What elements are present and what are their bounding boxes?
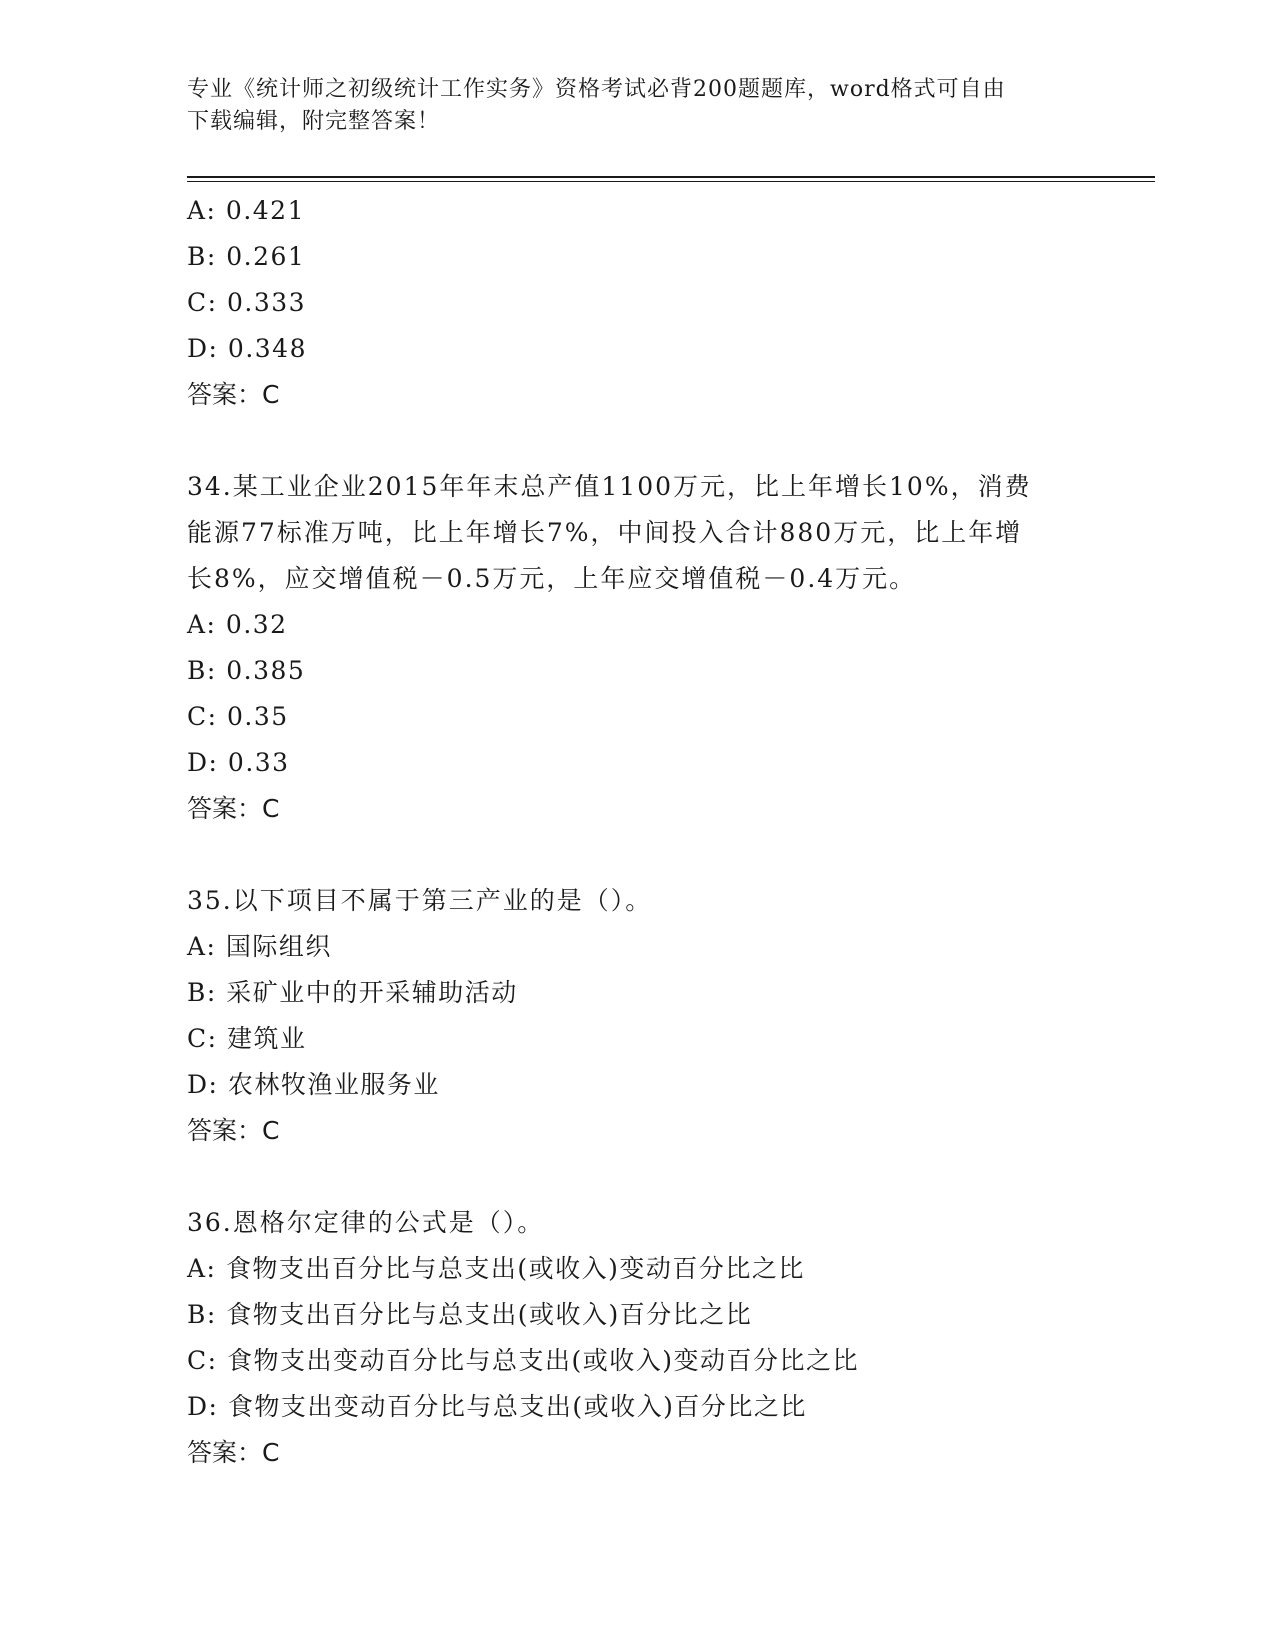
question-stem-line-2: 能源77标准万吨，比上年增长7%，中间投入合计880万元，比上年增 [187,518,1023,547]
question-34 [187,464,1087,832]
question-33 [187,188,1087,418]
answer-line: 答案：C [187,794,280,823]
question-list [187,188,1087,1476]
option-b: B: 采矿业中的开采辅助活动 [187,978,518,1007]
header-divider-thick [187,176,1155,178]
option-d: D: 农林牧渔业服务业 [187,1070,440,1099]
option-d: D: 食物支出变动百分比与总支出(或收入)百分比之比 [187,1392,807,1421]
option-d: D: 0.348 [187,334,307,363]
header-title-line-2: 下载编辑，附完整答案！ [187,109,441,134]
answer-line: 答案：C [187,380,280,409]
spacer [187,832,1087,878]
spacer [187,1154,1087,1200]
option-b: B: 食物支出百分比与总支出(或收入)百分比之比 [187,1300,753,1329]
option-a: A: 0.421 [187,196,305,225]
answer-line: 答案：C [187,1116,280,1145]
spacer [187,418,1087,464]
option-c: C: 0.35 [187,702,289,731]
option-a: A: 国际组织 [187,932,332,961]
option-c: C: 食物支出变动百分比与总支出(或收入)变动百分比之比 [187,1346,860,1375]
question-35 [187,878,1087,1154]
question-stem-line-1: 34.某工业企业2015年年末总产值1100万元，比上年增长10%，消费 [187,472,1032,501]
option-b: B: 0.385 [187,656,306,685]
option-d: D: 0.33 [187,748,290,777]
question-36 [187,1200,1087,1476]
option-c: C: 0.333 [187,288,307,317]
question-stem: 35.以下项目不属于第三产业的是（）。 [187,886,653,915]
question-stem: 36.恩格尔定律的公式是（）。 [187,1208,545,1237]
header-divider-thin [187,181,1155,182]
option-b: B: 0.261 [187,242,306,271]
option-a: A: 0.32 [187,610,288,639]
option-a: A: 食物支出百分比与总支出(或收入)变动百分比之比 [187,1254,805,1283]
header-title-line-1: 专业《统计师之初级统计工作实务》资格考试必背200题题库，word格式可自由 [187,77,1006,102]
answer-line: 答案：C [187,1438,280,1467]
option-c: C: 建筑业 [187,1024,307,1053]
document-header [187,74,1067,138]
question-stem-line-3: 长8%，应交增值税－0.5万元，上年应交增值税－0.4万元。 [187,564,917,593]
